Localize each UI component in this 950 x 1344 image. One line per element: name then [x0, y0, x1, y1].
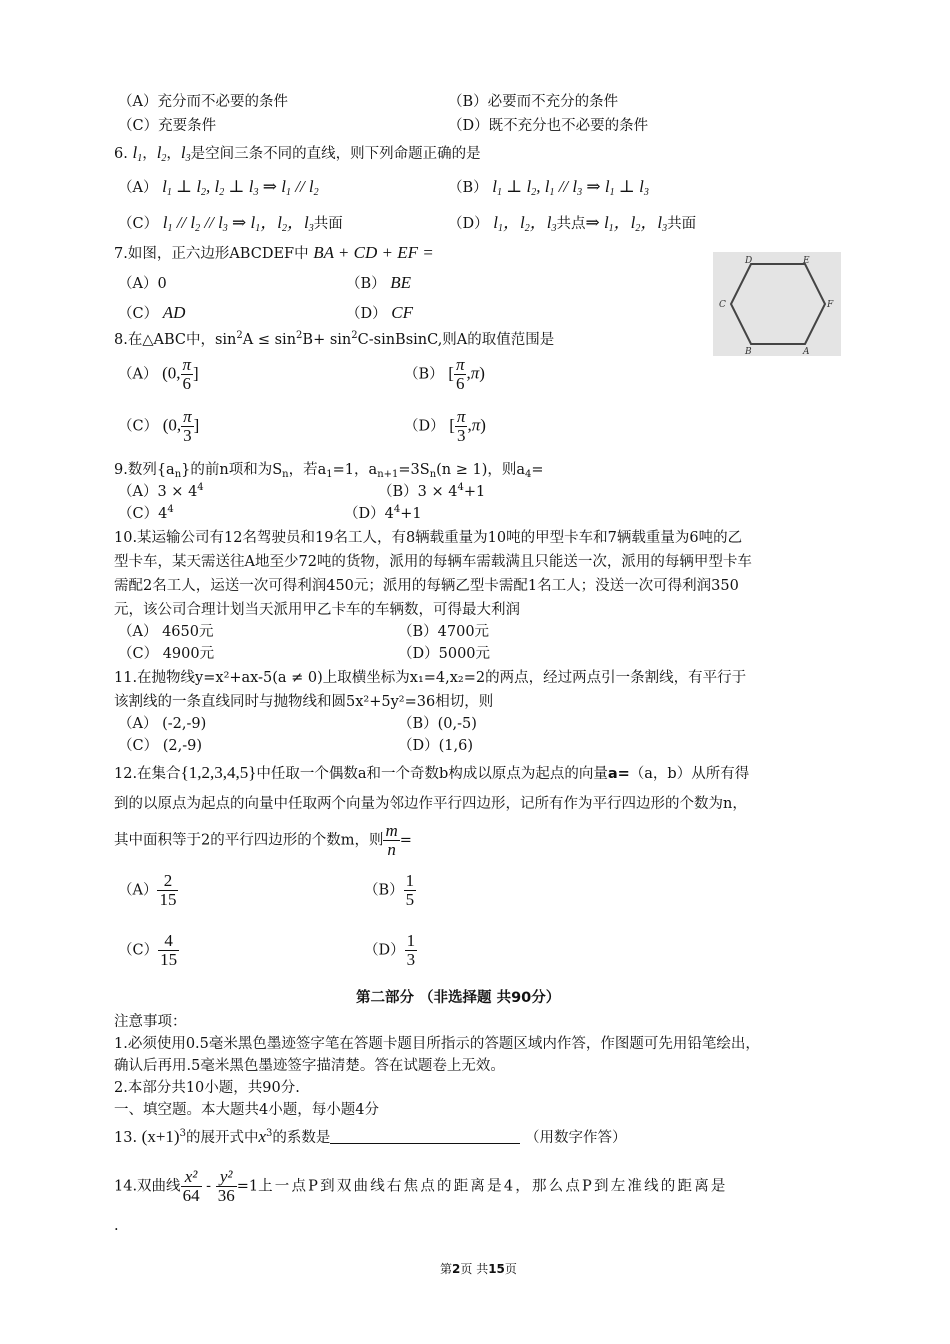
q7-stem: 7.如图，正六边形ABCDEF中 BA + CD + EF =	[114, 243, 434, 262]
q13-answer-blank[interactable]	[330, 1129, 520, 1144]
notice-item-1b: 确认后再用.5毫米黑色墨迹签字描清楚。答在试题卷上无效。	[114, 1058, 505, 1074]
section-heading: 一、填空题。本大题共4小题，每小题4分	[114, 1102, 379, 1118]
hex-label-d: D	[745, 256, 753, 266]
q11-option-b: （B）(0,-5)	[398, 716, 477, 732]
q9-option-c: $(C)4^4$	[118, 504, 174, 522]
q12-option-c: （C） $\frac{4}{15}$	[118, 931, 178, 969]
q6-stem: 6. $l_1$，$l_2$，$l_3$是空间三条不同的直线，则下列命题正确的是	[114, 143, 481, 164]
q10-option-b: （B）4700元	[398, 624, 490, 640]
q14-trailing-dot: .	[114, 1218, 119, 1234]
q8-option-b: （B） [ $\frac{\pi}{6}$ ,π)	[404, 355, 485, 393]
q6-option-a: （A） $l_1$ ⊥ $l_2$, $l_2$ ⊥ $l_3$ ⇒ $l_1 // l_2$	[118, 177, 319, 198]
q12-option-d: （D） $\frac{1}{3}$	[364, 931, 416, 969]
hex-label-b: B	[745, 347, 752, 356]
q8-option-c: （C） (0, $\frac{\pi}{3}$ ]	[118, 407, 200, 445]
q12-option-b: （B） $\frac{1}{5}$	[364, 871, 415, 909]
q9-option-d: $(D)4^4+1$	[344, 504, 422, 522]
q5-option-d: （D）既不充分也不必要的条件	[448, 118, 649, 134]
hex-label-f: F	[827, 300, 834, 310]
q10-line-3: 需配2名工人，运送一次可得利润450元；派用的每辆乙型卡需配1名工人；没送一次可得利润350	[114, 578, 739, 594]
q12-line-2: 到的以原点为起点的向量中任取两个向量为邻边作平行四边形，记所有作为平行四边形的个数为n，	[114, 796, 747, 812]
q11-option-c: （C） (2,-9)	[118, 738, 202, 754]
q6-option-c: （C） $l_1 // l_2 // l_3$ ⇒ $l_1$，$l_2$，$l_3$共面	[118, 213, 343, 234]
q8-option-a: （A） (0, $\frac{\pi}{6}$ ]	[118, 355, 199, 393]
q7-option-d: （D） CF	[346, 303, 413, 322]
q10-option-a: （A） 4650元	[118, 624, 214, 640]
notice-item-2: 2.本部分共10小题，共90分.	[114, 1080, 300, 1096]
part2-title: 第二部分 （非选择题 共90分）	[356, 990, 561, 1006]
q11-line-2: 该割线的一条直线同时与抛物线和圆5x²+5y²=36相切，则	[114, 694, 494, 710]
q14: 14.双曲线 $\frac{\text{x²}}{64}$ - $\frac{\text{y²}}{36}$ =1上一点P到双曲线右焦点的距离是4，那么点P到左准线的距离是	[114, 1167, 728, 1205]
q13: 13. $(x+1)^3$的展开式中$x^3$的系数是 （用数字作答）	[114, 1127, 627, 1146]
q9-stem: 9.数列$\{a_n\}$的前n项和为$S_n$，若$a_1=1$，$a_{n+1}=3S_n(n \ge 1)$，则$a_4=$	[114, 462, 544, 480]
hexagon-shape	[731, 264, 825, 344]
q11-line-1: 11.在抛物线y=x²+ax-5(a ≠ 0)上取横坐标为x₁=4,x₂=2的两点，经过两点引一条割线，有平行于	[114, 670, 747, 686]
q7-option-b: （B） BE	[346, 273, 412, 292]
q6-option-d: （D） $l_1$，$l_2$，$l_3$共点⇒ $l_1$，$l_2$，$l_3$共面	[448, 213, 697, 234]
hexagon-figure	[713, 252, 841, 356]
notice-heading: 注意事项：	[114, 1014, 187, 1030]
q12-option-a: （A） $\frac{2}{15}$	[118, 871, 177, 909]
q9-option-a: $(A)3 \times 4^4$	[118, 482, 204, 500]
notice-item-1a: 1.必须使用0.5毫米黑色墨迹签字笔在答题卡题目所指示的答题区域内作答，作图题可先用铅笔绘出，	[114, 1036, 760, 1052]
q7-option-a: （A）0	[118, 276, 167, 292]
q9-option-b: $(B)3 \times 4^4+1$	[378, 482, 486, 500]
q12-line-3: 其中面积等于2的平行四边形的个数m，则 $\frac{m}{n}$ =	[114, 821, 412, 859]
hex-label-a: A	[803, 347, 810, 356]
q7-option-c: （C） AD	[118, 303, 186, 322]
q5-option-c: （C）充要条件	[118, 118, 217, 134]
q5-option-a: （A）充分而不必要的条件	[118, 94, 288, 110]
q10-option-c: （C） 4900元	[118, 646, 215, 662]
q10-option-d: （D）5000元	[398, 646, 491, 662]
q11-option-d: （D）(1,6)	[398, 738, 473, 754]
q6-option-b: （B） $l_1$ ⊥ $l_2$, $l_1 // l_3$ ⇒ $l_1$ ⊥ $l_3$	[448, 177, 649, 198]
q8-stem: 8.在△ABC中，$\sin^2A \le \sin^2B+$ $\sin^2C$-sinBsinC,则A的取值范围是	[114, 330, 555, 348]
page-footer: 第2页 共15页	[440, 1262, 517, 1276]
q10-line-1: 10.某运输公司有12名驾驶员和19名工人，有8辆载重量为10吨的甲型卡车和7辆载重量为6吨的乙	[114, 530, 743, 546]
q12-line-1: 12.在集合{1,2,3,4,5}中任取一个偶数a和一个奇数b构成以原点为起点的向量a=（a，b）从所有得	[114, 763, 750, 782]
hexagon-svg	[713, 252, 841, 356]
hex-label-c: C	[719, 300, 726, 310]
hex-label-e: E	[803, 256, 810, 266]
q8-option-d: （D） [ $\frac{\pi}{3}$ ,π)	[404, 407, 486, 445]
q5-option-b: （B）必要而不充分的条件	[448, 94, 619, 110]
q10-line-2: 型卡车，某天需送往A地至少72吨的货物，派用的每辆车需载满且只能送一次，派用的每辆甲型卡车	[114, 554, 752, 570]
q10-line-4: 元，该公司合理计划当天派用甲乙卡车的车辆数，可得最大利润	[114, 602, 520, 618]
q11-option-a: （A） (-2,-9)	[118, 716, 207, 732]
